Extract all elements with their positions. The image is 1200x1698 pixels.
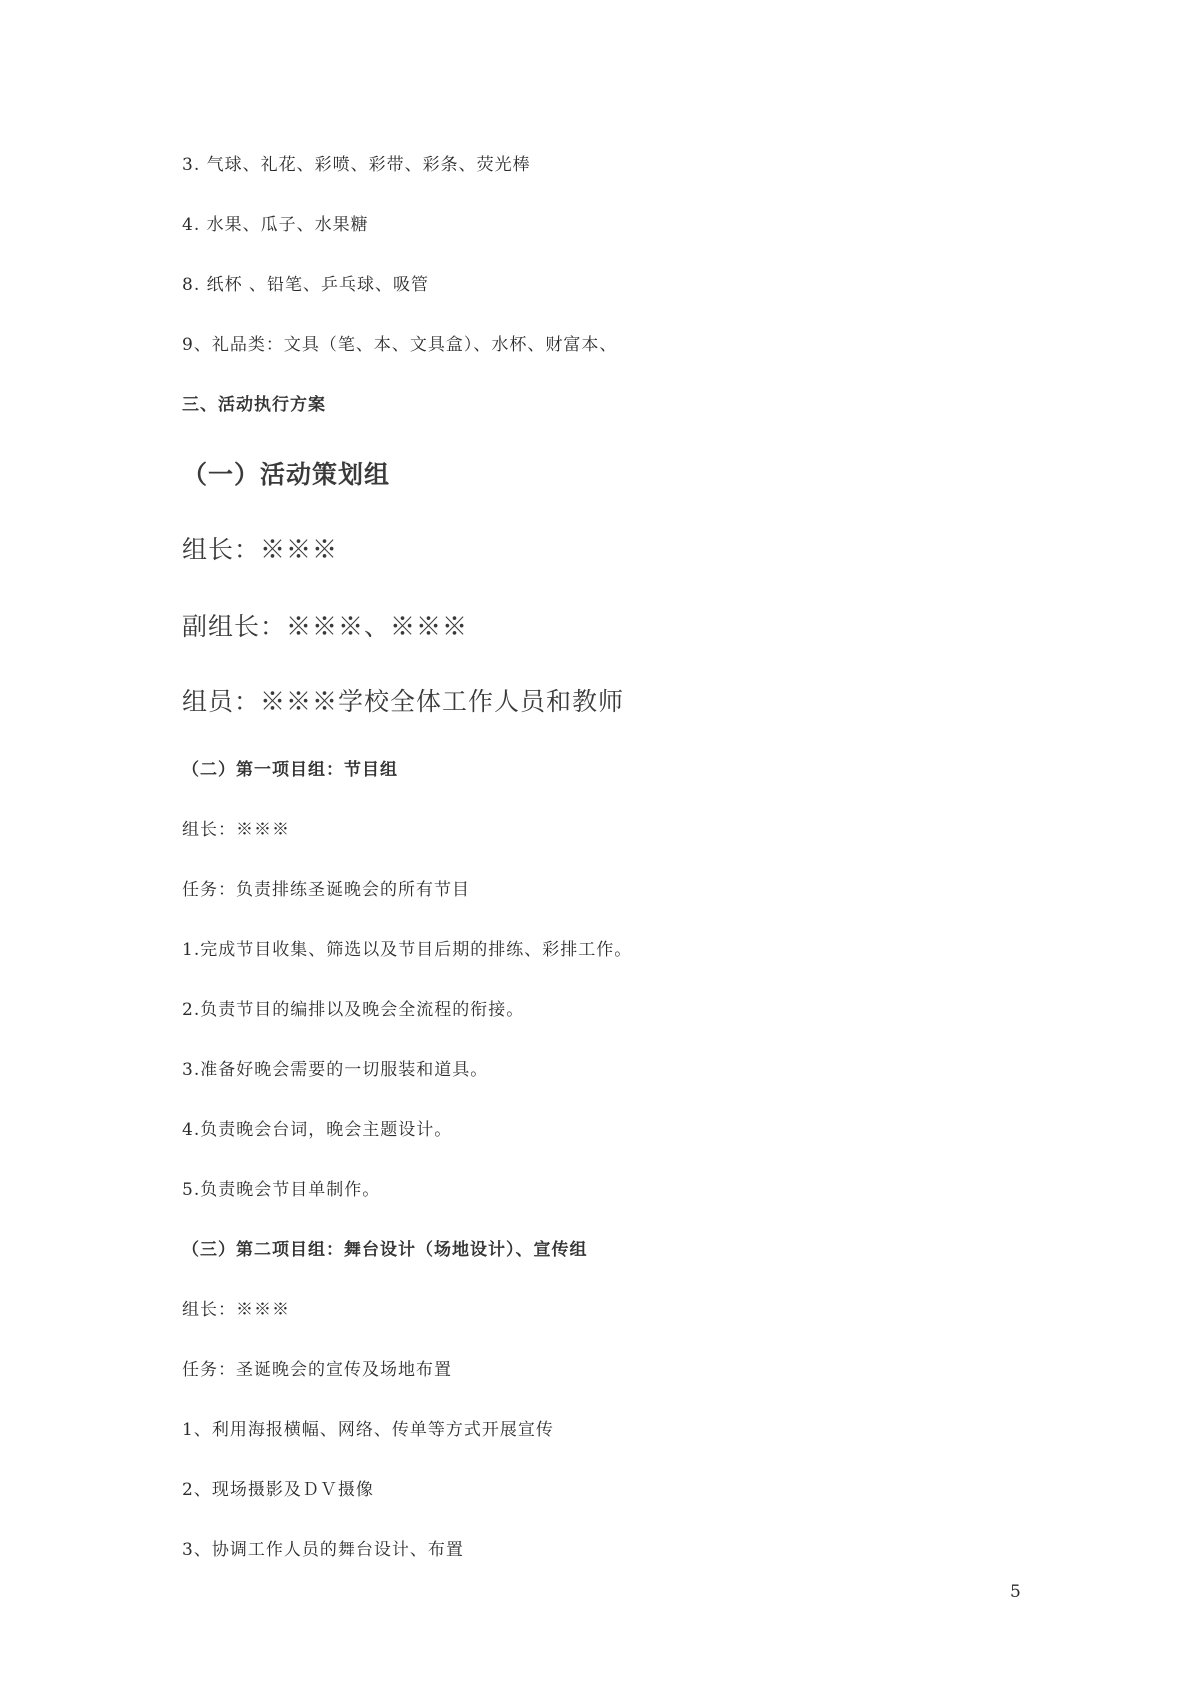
section-heading-3: 三、活动执行方案 xyxy=(182,395,326,415)
subsection-heading-3: （三）第二项目组：舞台设计（场地设计）、宣传组 xyxy=(182,1240,588,1260)
group2-task-item-4: 4.负责晚会台词，晚会主题设计。 xyxy=(182,1120,453,1140)
group3-leader: 组长：※※※ xyxy=(182,1300,290,1320)
group-leader: 组长：※※※ xyxy=(182,535,339,564)
group3-task-item-3: 3、协调工作人员的舞台设计、布置 xyxy=(182,1540,464,1560)
group-members: 组员：※※※学校全体工作人员和教师 xyxy=(182,687,625,716)
supply-item-4: 4. 水果、瓜子、水果糖 xyxy=(182,215,369,235)
group2-task: 任务：负责排练圣诞晚会的所有节目 xyxy=(182,880,470,900)
group2-task-item-3: 3.准备好晚会需要的一切服装和道具。 xyxy=(182,1060,489,1080)
supply-item-3: 3. 气球、礼花、彩喷、彩带、彩条、荧光棒 xyxy=(182,155,531,175)
group3-task-item-2: 2、现场摄影及ＤＶ摄像 xyxy=(182,1480,374,1500)
supply-item-8: 8. 纸杯 、铅笔、乒乓球、吸管 xyxy=(182,275,430,295)
subsection-heading-1: （一）活动策划组 xyxy=(182,460,391,489)
deputy-leader: 副组长：※※※、※※※ xyxy=(182,612,469,641)
subsection-heading-2: （二）第一项目组：节目组 xyxy=(182,760,398,780)
group2-task-item-5: 5.负责晚会节目单制作。 xyxy=(182,1180,381,1200)
page-number: 5 xyxy=(1010,1582,1021,1602)
group2-task-item-2: 2.负责节目的编排以及晚会全流程的衔接。 xyxy=(182,1000,525,1020)
group3-task-item-1: 1、利用海报横幅、网络、传单等方式开展宣传 xyxy=(182,1420,554,1440)
supply-item-9: 9、礼品类：文具（笔、本、文具盒）、水杯、财富本、 xyxy=(182,335,618,355)
group2-task-item-1: 1.完成节目收集、筛选以及节目后期的排练、彩排工作。 xyxy=(182,940,633,960)
group3-task: 任务：圣诞晚会的宣传及场地布置 xyxy=(182,1360,452,1380)
group2-leader: 组长：※※※ xyxy=(182,820,290,840)
